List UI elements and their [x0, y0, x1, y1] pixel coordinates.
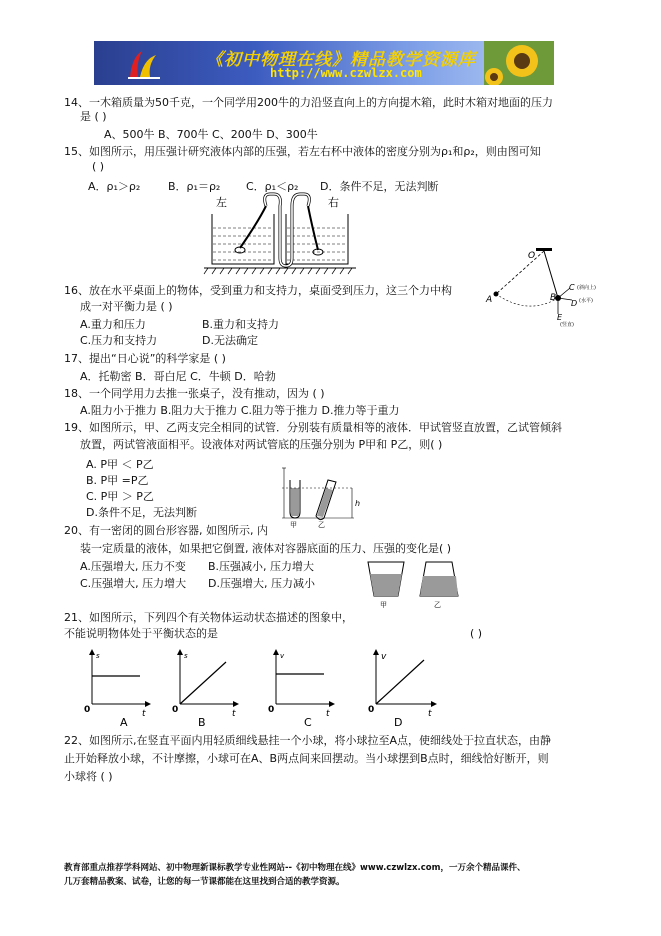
- q19-label-jia: 甲: [290, 521, 297, 528]
- q20-container-figure: [360, 556, 466, 608]
- pendulum-label-d: D: [571, 299, 578, 308]
- q21-graph-c: [268, 650, 334, 729]
- footer-line2: 几万套精品教案、试卷，让您的每一节课都能在这里找到合适的教学资源。: [64, 877, 345, 887]
- q20-label-yi: 乙: [434, 601, 441, 608]
- pendulum-label-e: E: [557, 313, 563, 322]
- q21-graph-c-ylabel: v: [280, 652, 285, 660]
- q20-option-d: D.压强增大, 压力减小: [208, 577, 315, 590]
- q14-options: A、500牛 B、700牛 C、200牛 D、300牛: [104, 128, 318, 141]
- q21-graph-b-origin: 0: [172, 705, 179, 715]
- q21-graph-d-line: [376, 660, 424, 704]
- q22-stem-line2: 止开始释放小球，不计摩擦，小球可在A、B两点间来回摆动。当小球摆到B点时，细线恰好断开，则: [64, 752, 549, 765]
- q21-graph-d: [368, 650, 436, 729]
- q15-option-c: C．ρ₁＜ρ₂: [246, 180, 299, 193]
- q19-option-d: D.条件不足，无法判断: [86, 506, 197, 519]
- q19-option-c: C. P甲 ＞ P乙: [86, 490, 154, 503]
- q19-test-tube-figure: [282, 466, 364, 528]
- q15-option-a: A．ρ₁＞ρ₂: [88, 180, 141, 193]
- q21-graph-b-line: [180, 662, 226, 704]
- pendulum-note-e: (竖直): [560, 322, 574, 328]
- pendulum-note-d: (水平): [579, 298, 593, 304]
- q19-label-h: h: [355, 499, 361, 508]
- q19-stem-line1: 19、如图所示，甲、乙两支完全相同的试管．分别装有质量相等的液体．甲试管竖直放置，乙试管倾斜: [64, 421, 562, 434]
- q15-stem-line2: ( ): [92, 160, 105, 173]
- q16-option-d: D.无法确定: [202, 334, 258, 347]
- header-title: 《初中物理在线》精品教学资源库: [206, 50, 476, 70]
- header-banner: [94, 41, 554, 85]
- q19-option-b: B. P甲 =P乙: [86, 474, 149, 487]
- q20-label-jia: 甲: [380, 601, 387, 608]
- q15-label-right: 右: [328, 196, 339, 209]
- q21-graph-a-caption: A: [120, 716, 128, 729]
- q21-graph-b-ylabel: s: [184, 652, 188, 660]
- q21-graph-c-caption: C: [304, 716, 312, 729]
- q21-graphs: [80, 646, 460, 732]
- q21-graph-d-caption: D: [394, 716, 403, 729]
- q21-graph-c-origin: 0: [268, 705, 275, 715]
- q19-option-a: A. P甲 ＜ P乙: [86, 458, 154, 471]
- q20-option-b: B.压强减小, 压力增大: [208, 560, 315, 573]
- pendulum-label-o: O: [528, 251, 536, 261]
- pendulum-figure: [478, 242, 604, 328]
- q21-stem-line1: 21、如图所示，下列四个有关物体运动状态描述的图象中，: [64, 611, 353, 624]
- q19-stem-line2: 放置，两试管液面相平。设液体对两试管底的压强分别为 P甲和 P乙，则( ): [80, 438, 443, 451]
- q15-stem-line1: 15、如图所示，用压强计研究液体内部的压强，若左右杯中液体的密度分别为ρ₁和ρ₂，则由图可知: [64, 145, 541, 158]
- q21-graph-b-caption: B: [198, 716, 206, 729]
- q21-graph-b-xlabel: t: [232, 709, 236, 719]
- q21-bracket: ( ): [470, 627, 483, 640]
- q15-label-left: 左: [216, 196, 227, 209]
- q21-graph-a: [84, 650, 150, 729]
- q21-stem-line2: 不能说明物体处于平衡状态的是: [64, 627, 218, 640]
- q21-graph-d-origin: 0: [368, 705, 375, 715]
- header-url[interactable]: http://www.czwlzx.com: [270, 66, 422, 80]
- q16-option-a: A.重力和压力: [80, 318, 146, 331]
- q17-stem: 17、提出“日心说”的科学家是 ( ): [64, 352, 226, 365]
- q21-graph-a-ylabel: s: [96, 652, 100, 660]
- pendulum-label-a: A: [486, 295, 493, 305]
- pendulum-note-c: (斜向上): [577, 285, 596, 291]
- site-logo-icon: [124, 47, 164, 81]
- pendulum-label-c: C: [569, 283, 575, 292]
- q16-option-b: B.重力和支持力: [202, 318, 280, 331]
- q20-option-c: C.压强增大, 压力增大: [80, 577, 187, 590]
- q18-stem: 18、一个同学用力去推一张桌子，没有推动，因为 ( ): [64, 387, 325, 400]
- q20-stem-line2: 装一定质量的液体，如果把它倒置, 液体对容器底面的压力、压强的变化是( ): [80, 542, 452, 555]
- q22-stem-line1: 22、如图所示,在竖直平面内用轻质细线悬挂一个小球，将小球拉至A点，使细线处于拉直状态，由静: [64, 734, 552, 747]
- q14-stem-line1: 14、一木箱质量为50千克，一个同学用200牛的力沿竖直向上的方向提木箱，此时木箱对地面的压力: [64, 96, 553, 109]
- q15-pressure-figure: [200, 192, 360, 278]
- q16-stem-line1: 16、放在水平桌面上的物体，受到重力和支持力，桌面受到压力，这三个力中构: [64, 284, 452, 297]
- q16-option-c: C.压力和支持力: [80, 334, 158, 347]
- q15-option-b: B．ρ₁＝ρ₂: [168, 180, 221, 193]
- q15-option-d: D．条件不足，无法判断: [320, 180, 439, 193]
- q22-stem-line3: 小球将 ( ): [64, 770, 113, 783]
- q20-stem-line1: 20、有一密闭的圆台形容器, 如图所示, 内: [64, 524, 268, 537]
- q14-stem-line2: 是 ( ): [80, 110, 107, 123]
- q21-graph-a-xlabel: t: [142, 709, 146, 719]
- q21-graph-a-origin: 0: [84, 705, 91, 715]
- q19-label-yi: 乙: [318, 521, 325, 528]
- q18-options: A.阻力小于推力 B.阻力大于推力 C.阻力等于推力 D.推力等于重力: [80, 404, 400, 417]
- footer-line1: 教育部重点推荐学科网站、初中物理新课标教学专业性网站--《初中物理在线》www.czwlzx.com，一万余个精品课件、: [64, 863, 526, 873]
- pendulum-label-b: B: [550, 293, 557, 303]
- q21-graph-d-ylabel: v: [381, 652, 387, 662]
- q21-graph-c-xlabel: t: [326, 709, 330, 719]
- sunflower-icon: [484, 41, 554, 85]
- q17-options: A．托勒密 B．哥白尼 C．牛顿 D．哈勃: [80, 370, 276, 383]
- q21-graph-d-xlabel: t: [428, 709, 432, 719]
- q21-graph-b: [172, 650, 238, 729]
- q20-option-a: A.压强增大, 压力不变: [80, 560, 186, 573]
- q16-stem-line2: 成一对平衡力是 ( ): [80, 300, 173, 313]
